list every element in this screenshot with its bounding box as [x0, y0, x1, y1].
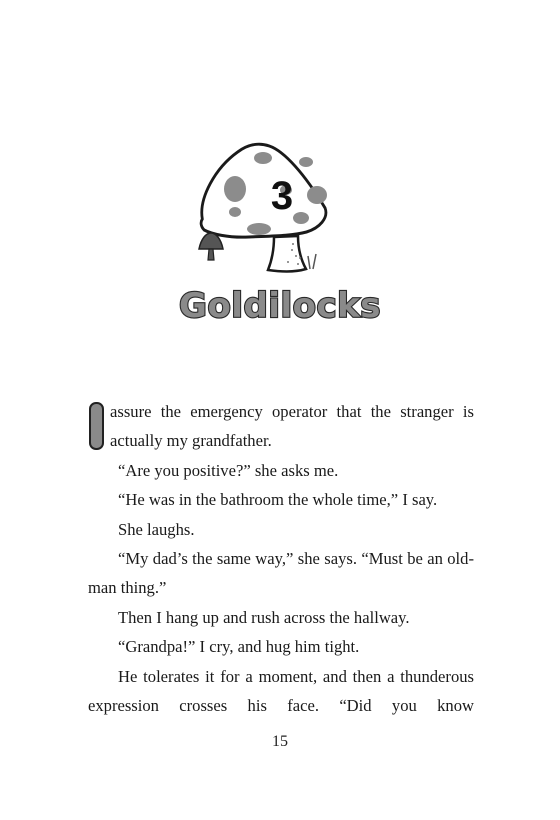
paragraph-4: She laughs. [118, 519, 195, 539]
paragraph-8: He tolerates it for a moment, and then a thunderous expression crosses his face. “Did you know [88, 666, 474, 716]
paragraph-6: Then I hang up and rush across the hallway. [118, 607, 410, 627]
paragraph-2: “Are you positive?” she asks me. [118, 460, 339, 480]
paragraph-5: “My dad’s the same way,” she says. “Must be an old-man thing.” [88, 549, 474, 598]
paragraph-text: assure the emergency operator that the stranger is actually my grandfather. [110, 402, 474, 451]
paragraph-1 [88, 397, 474, 456]
chapter-number: 3 [270, 174, 294, 218]
chapter-body [88, 397, 474, 720]
drop-cap [88, 402, 106, 450]
paragraph-3: “He was in the bathroom the whole time,” I say. [118, 490, 438, 510]
chapter-title: Goldilocks [179, 286, 381, 326]
page-number: 15 [272, 733, 288, 750]
mushroom-icon [190, 138, 330, 278]
paragraph-7: “Grandpa!” I cry, and hug him tight. [118, 637, 360, 657]
